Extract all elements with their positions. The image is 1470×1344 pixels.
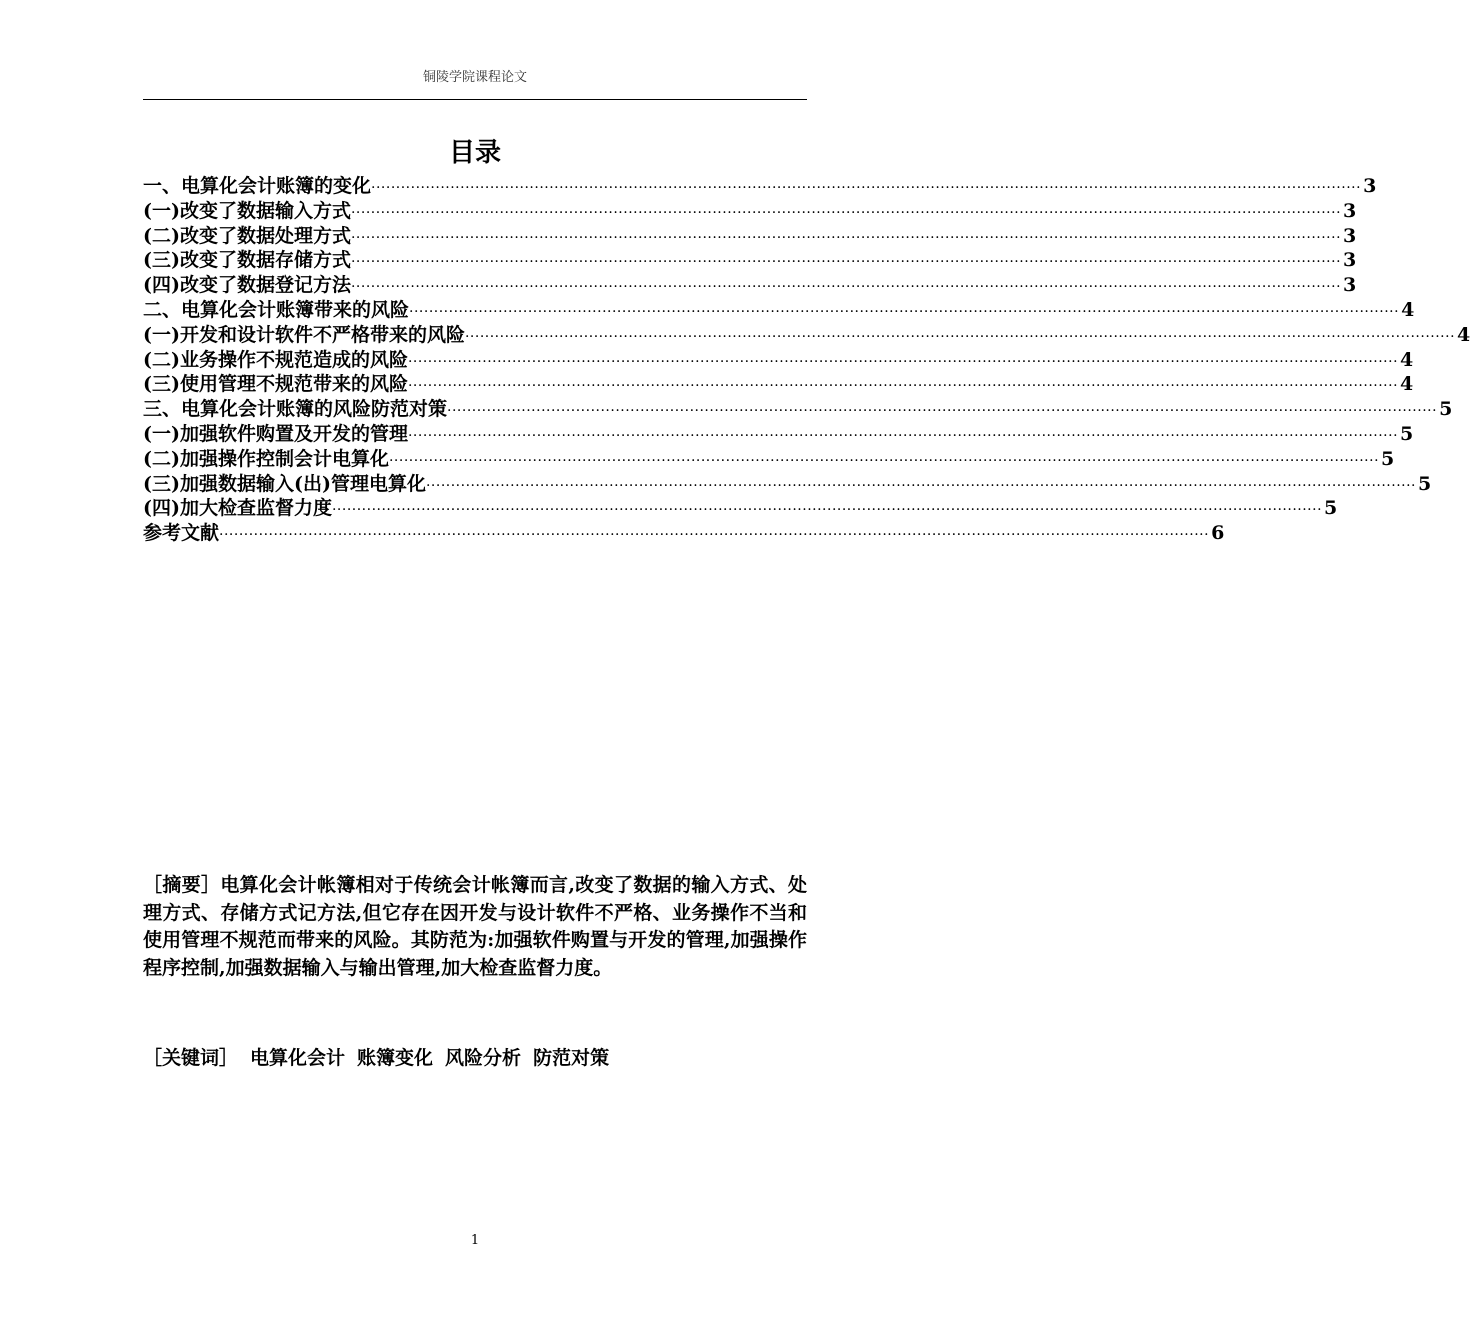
toc-entry-page: 3	[1343, 224, 1357, 247]
toc-entry[interactable]	[143, 348, 1414, 373]
keyword: 风险分析	[445, 1047, 522, 1069]
toc-entry-label: 二、电算化会计账簿带来的风险	[143, 298, 410, 321]
toc-entry[interactable]	[143, 224, 1357, 249]
toc-entry-page: 3	[1343, 274, 1357, 297]
toc-entry[interactable]	[143, 199, 1357, 224]
toc-entry-page: 4	[1457, 323, 1470, 346]
toc-entry[interactable]	[143, 422, 1414, 447]
toc-entry-page: 4	[1401, 298, 1415, 321]
toc-entry[interactable]	[143, 496, 1338, 521]
toc-entry-label: 一、电算化会计账簿的变化	[143, 175, 372, 197]
keyword: 账簿变化	[357, 1047, 434, 1069]
page-header: 铜陵学院课程论文	[422, 70, 527, 85]
toc-entry-label: 三、电算化会计账簿的风险防范对策	[143, 398, 448, 421]
toc-entry-page: 5	[1381, 447, 1395, 470]
toc-leader-dots: ········································································································································································································	[425, 477, 1417, 494]
toc-entry-page: 5	[1439, 398, 1453, 421]
abstract-paragraph: ［摘要］电算化会计帐簿相对于传统会计帐簿而言,改变了数据的输入方式、处理方式、存储方式记方法,但它存在因开发与设计软件不严格、业务操作不当和使用管理不规范而带来的风险。其防范为:加强软件购置与开发的管理,加强操作程序控制,加强数据输入与输出管理,加大检查监督力度。	[143, 874, 807, 979]
table-of-contents	[143, 174, 1470, 546]
toc-entry-label: (二)业务操作不规范造成的风险	[143, 348, 408, 371]
keyword: 防范对策	[533, 1047, 610, 1069]
toc-entry-label: (四)改变了数据登记方法	[143, 274, 351, 297]
toc-entry[interactable]	[143, 372, 1414, 397]
toc-entry-label: (二)加强操作控制会计电算化	[143, 447, 389, 470]
toc-entry-page: 5	[1418, 472, 1432, 495]
toc-leader-dots: ········································································································································································································	[388, 452, 1380, 469]
toc-entry-label: (一)开发和设计软件不严格带来的风险	[143, 323, 465, 346]
toc-leader-dots: ········································································································································································································	[371, 180, 1362, 196]
toc-entry-label: (三)加强数据输入(出)管理电算化	[143, 472, 426, 495]
toc-entry-page: 3	[1343, 199, 1357, 222]
toc-entry-page: 4	[1400, 373, 1414, 396]
toc-leader-dots: ········································································································································································································	[350, 279, 1342, 296]
toc-entry-label: (一)加强软件购置及开发的管理	[143, 422, 408, 445]
keywords-line	[143, 1045, 807, 1073]
toc-entry-page: 5	[1400, 422, 1414, 445]
toc-leader-dots: ········································································································································································································	[350, 229, 1342, 246]
toc-entry-label: 参考文献	[143, 522, 220, 545]
toc-entry[interactable]	[143, 323, 1470, 348]
toc-entry-label: (三)使用管理不规范带来的风险	[143, 373, 408, 396]
toc-leader-dots: ········································································································································································································	[464, 328, 1456, 345]
toc-entry-page: 6	[1211, 522, 1225, 545]
toc-entry-label: (一)改变了数据输入方式	[143, 199, 351, 222]
toc-entry[interactable]	[143, 397, 1453, 422]
toc-leader-dots: ········································································································································································································	[447, 403, 1438, 420]
toc-leader-dots: ········································································································································································································	[350, 254, 1342, 271]
keyword: 电算化会计	[250, 1047, 346, 1069]
header-rule	[143, 99, 807, 100]
toc-leader-dots: ········································································································································································································	[407, 353, 1399, 370]
toc-entry-label: (三)改变了数据存储方式	[143, 249, 351, 272]
toc-leader-dots: ········································································································································································································	[407, 378, 1399, 395]
toc-leader-dots: ········································································································································································································	[219, 527, 1210, 544]
toc-leader-dots: ········································································································································································································	[407, 427, 1399, 444]
toc-entry-page: 4	[1400, 348, 1414, 371]
page-number: 1	[470, 1233, 480, 1248]
toc-entry[interactable]	[143, 174, 1377, 199]
toc-title: 目录	[448, 138, 501, 168]
toc-entry-label: (二)改变了数据处理方式	[143, 224, 351, 247]
toc-leader-dots: ········································································································································································································	[350, 204, 1342, 221]
toc-entry[interactable]	[143, 447, 1395, 472]
toc-entry-page: 3	[1363, 175, 1377, 197]
toc-entry-page: 5	[1324, 497, 1338, 520]
toc-entry[interactable]	[143, 472, 1432, 497]
toc-leader-dots: ········································································································································································································	[409, 303, 1400, 320]
toc-leader-dots: ········································································································································································································	[331, 502, 1323, 519]
toc-entry[interactable]	[143, 248, 1357, 273]
toc-entry[interactable]	[143, 521, 1225, 546]
keywords-label: ［关键词］	[143, 1047, 239, 1069]
toc-entry[interactable]	[143, 298, 1415, 323]
toc-entry[interactable]	[143, 273, 1357, 298]
toc-entry-label: (四)加大检查监督力度	[143, 497, 332, 520]
toc-entry-page: 3	[1343, 249, 1357, 272]
